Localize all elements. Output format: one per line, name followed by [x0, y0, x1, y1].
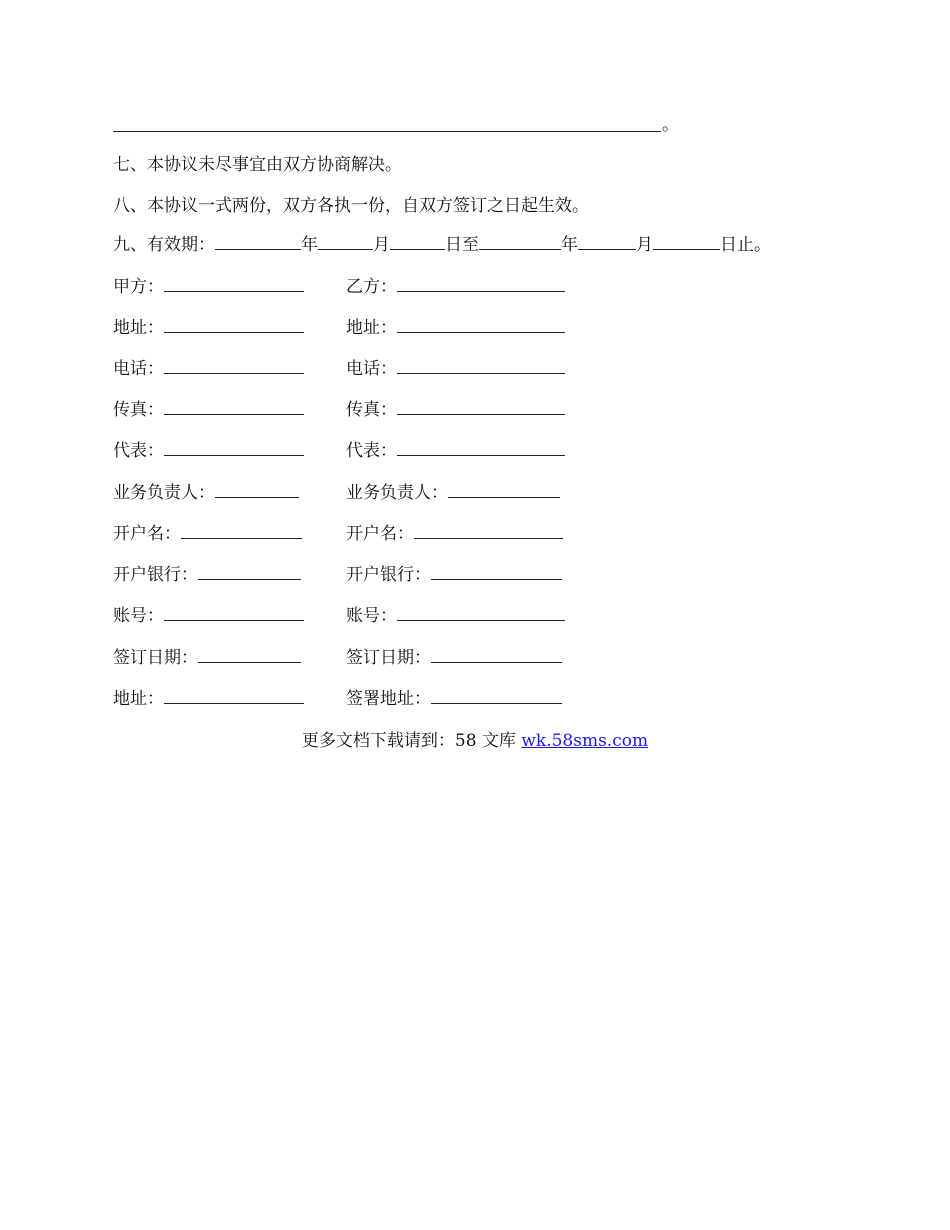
end-month-blank[interactable] [578, 235, 636, 250]
footer [0, 730, 950, 752]
party-b-fax-field [346, 399, 565, 421]
bank-blank[interactable] [431, 565, 562, 580]
manager-label: 业务负责人： [113, 483, 215, 503]
party-a-address2-field [113, 688, 304, 710]
month-unit: 月 [373, 235, 390, 255]
rep-label: 代表： [113, 441, 164, 461]
party-b-phone-field [346, 358, 565, 380]
account-name-blank[interactable] [414, 524, 563, 539]
year-unit: 年 [301, 235, 318, 255]
manager-label: 业务负责人： [346, 483, 448, 503]
bank-label: 开户银行： [113, 565, 198, 585]
footer-link[interactable]: wk.58sms.com [521, 731, 649, 751]
party-b-blank[interactable] [397, 277, 565, 292]
rep-blank[interactable] [164, 441, 304, 456]
party-a-account-name-field [113, 523, 302, 545]
party-b-manager-field [346, 482, 560, 504]
party-a-sign-date-field [113, 647, 301, 669]
line-end-punct: 。 [662, 115, 679, 135]
party-b-rep-field [346, 440, 565, 462]
end-year-blank[interactable] [479, 235, 561, 250]
party-a-label: 甲方： [113, 277, 164, 297]
clause-8: 八、本协议一式两份，双方各执一份，自双方签订之日起生效。 [113, 196, 589, 216]
address-label: 地址： [113, 318, 164, 338]
fax-blank[interactable] [164, 400, 304, 415]
party-a-bank-field [113, 564, 301, 586]
month-unit-2: 月 [636, 235, 653, 255]
party-a-name-field [113, 276, 304, 298]
rep-blank[interactable] [397, 441, 565, 456]
sign-date-label: 签订日期： [113, 648, 198, 668]
day-to: 日至 [445, 235, 479, 255]
party-b-label: 乙方： [346, 277, 397, 297]
start-day-blank[interactable] [390, 235, 445, 250]
party-a-address-field [113, 317, 304, 339]
account-no-label: 账号： [346, 606, 397, 626]
address-blank[interactable] [164, 689, 304, 704]
rep-label: 代表： [346, 441, 397, 461]
party-b-account-no-field [346, 605, 565, 627]
sign-place-blank[interactable] [431, 689, 562, 704]
account-name-label: 开户名： [113, 524, 181, 544]
account-name-blank[interactable] [181, 524, 302, 539]
sign-date-label: 签订日期： [346, 648, 431, 668]
party-a-blank[interactable] [164, 277, 304, 292]
address-label: 地址： [346, 318, 397, 338]
start-month-blank[interactable] [318, 235, 373, 250]
phone-blank[interactable] [164, 359, 304, 374]
party-a-account-no-field [113, 605, 304, 627]
party-a-manager-field [113, 482, 299, 504]
start-year-blank[interactable] [215, 235, 301, 250]
sign-date-blank[interactable] [198, 648, 301, 663]
fax-blank[interactable] [397, 400, 565, 415]
account-no-blank[interactable] [397, 606, 565, 621]
clause-7: 七、本协议未尽事宜由双方协商解决。 [113, 155, 402, 175]
manager-blank[interactable] [215, 483, 299, 498]
account-no-label: 账号： [113, 606, 164, 626]
sign-place-label: 签署地址： [346, 689, 431, 709]
party-b-sign-place-field [346, 688, 562, 710]
day-end: 日止。 [720, 235, 771, 255]
clause-9 [113, 234, 771, 256]
address-label: 地址： [113, 689, 164, 709]
account-name-label: 开户名： [346, 524, 414, 544]
address-blank[interactable] [164, 318, 304, 333]
party-a-fax-field [113, 399, 304, 421]
party-a-phone-field [113, 358, 304, 380]
party-b-address-field [346, 317, 565, 339]
footer-text: 更多文档下载请到：58 文库 [301, 731, 522, 751]
year-unit-2: 年 [561, 235, 578, 255]
blank-line[interactable] [113, 117, 661, 132]
party-b-account-name-field [346, 523, 563, 545]
party-a-rep-field [113, 440, 304, 462]
fax-label: 传真： [346, 400, 397, 420]
end-day-blank[interactable] [653, 235, 720, 250]
fax-label: 传真： [113, 400, 164, 420]
party-b-name-field [346, 276, 565, 298]
account-no-blank[interactable] [164, 606, 304, 621]
address-blank[interactable] [397, 318, 565, 333]
sign-date-blank[interactable] [431, 648, 562, 663]
party-b-sign-date-field [346, 647, 562, 669]
phone-label: 电话： [346, 359, 397, 379]
party-b-bank-field [346, 564, 562, 586]
validity-label: 九、有效期： [113, 235, 215, 255]
phone-blank[interactable] [397, 359, 565, 374]
bank-blank[interactable] [198, 565, 301, 580]
manager-blank[interactable] [448, 483, 560, 498]
phone-label: 电话： [113, 359, 164, 379]
bank-label: 开户银行： [346, 565, 431, 585]
